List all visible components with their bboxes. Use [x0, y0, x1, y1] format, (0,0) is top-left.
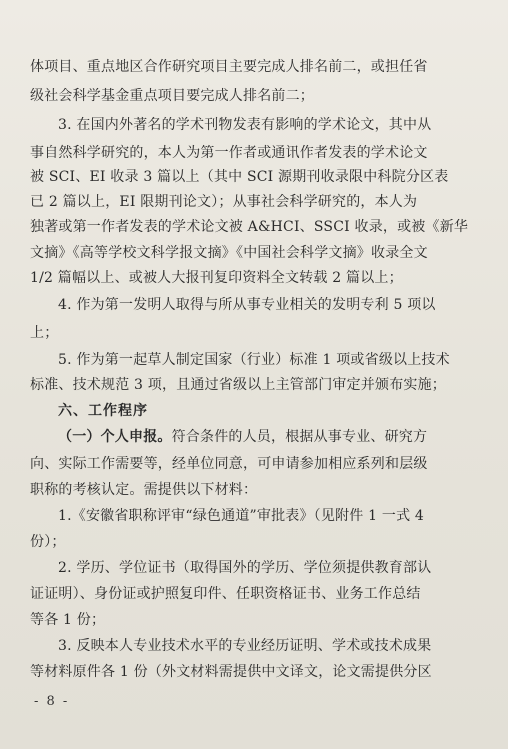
text-line: 3. 反映本人专业技术水平的专业经历证明、学术或技术成果 — [58, 638, 432, 654]
text-line: 等材料原件各 1 份（外文材料需提供中文译文，论文需提供分区 — [30, 664, 432, 680]
text-line: 文摘》《高等学校文科学报文摘》《中国社会科学文摘》收录全文 — [30, 245, 428, 261]
text-line: 独著或第一作者发表的学术论文被 A&HCI、SSCI 收录，或被《新华 — [30, 219, 469, 235]
text-line: 级社会科学基金重点项目要完成人排名前二； — [30, 88, 314, 104]
subsection-heading: （一）个人申报。 — [58, 429, 172, 445]
text-line: 证证明）、身份证或护照复印件、任职资格证书、业务工作总结 — [30, 586, 421, 602]
text-line: 上； — [30, 325, 59, 341]
text-line: 3. 在国内外著名的学术刊物发表有影响的学术论文，其中从 — [58, 117, 432, 133]
text-line: 1/2 篇幅以上、或被人大报刊复印资料全文转载 2 篇以上； — [30, 270, 403, 286]
subsection-line — [58, 428, 482, 446]
text-line: 标准、技术规范 3 项，且通过省级以上主管部门审定并颁布实施； — [30, 377, 447, 393]
text-line: 1.《安徽省职称评审“绿色通道”审批表》（见附件 1 一式 4 — [58, 508, 425, 524]
text-line: 5. 作为第一起草人制定国家（行业）标准 1 项或省级以上技术 — [58, 352, 450, 368]
text-line: 等各 1 份； — [30, 612, 106, 628]
subsection-text: 符合条件的人员，根据从事专业、研究方 — [171, 429, 428, 445]
text-line: 已 2 篇以上，EI 限期刊论文）；从事社会科学研究的，本人为 — [30, 194, 418, 210]
text-line: 4. 作为第一发明人取得与所从事专业相关的发明专利 5 项以 — [58, 297, 436, 313]
section-heading: 六、工作程序 — [58, 403, 148, 419]
text-line: 份）； — [30, 534, 66, 550]
text-line: 被 SCI、EI 收录 3 篇以上（其中 SCI 源期刊收录限中科院分区表 — [30, 169, 449, 185]
text-line: 体项目、重点地区合作研究项目主要完成人排名前二，或担任省 — [30, 59, 428, 75]
text-line: 事自然科学研究的，本人为第一作者或通讯作者发表的学术论文 — [30, 145, 428, 161]
text-line: 2. 学历、学位证书（取得国外的学历、学位须提供教育部认 — [58, 560, 432, 576]
text-line: 向、实际工作需要等，经单位同意，可申请参加相应系列和层级 — [30, 456, 428, 472]
text-line: 职称的考核认定。需提供以下材料： — [30, 482, 258, 498]
page-number: - 8 - — [34, 694, 70, 709]
